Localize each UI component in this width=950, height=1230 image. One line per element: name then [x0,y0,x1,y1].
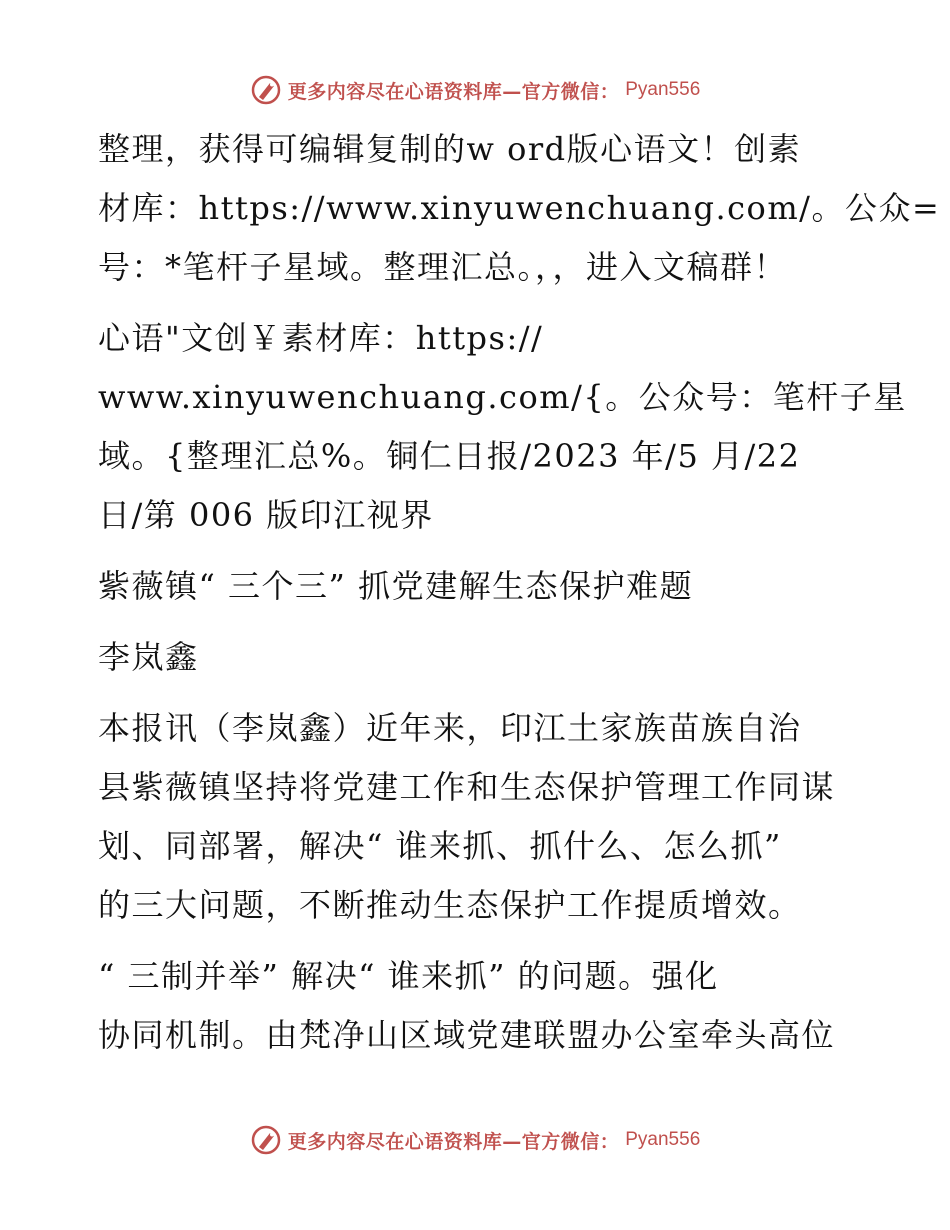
body-line: 划、同部署，解决“ 谁来抓、抓什么、怎么抓” [98,827,782,865]
watermark-text: 更多内容尽在心语资料库—官方微信： [287,80,620,103]
body-line: 日/第 006 版印江视界 [98,496,434,534]
watermark-handle: Pyan556 [625,79,701,100]
document-body [98,120,941,1065]
body-line: 协同机制。由梵净山区域党建联盟办公室牵头高位 [98,1016,836,1054]
article-author: 李岚鑫 [98,638,199,676]
body-line: www.xinyuwenchuang.com/{。公众号：笔杆子星 [98,378,907,416]
body-line: 县紫薇镇坚持将党建工作和生态保护管理工作同谋 [98,768,836,806]
watermark-brand [250,1124,701,1156]
body-line: 域。{整理汇总%。铜仁日报/2023 年/5 月/22 [98,437,801,475]
pen-logo-icon [250,1124,282,1156]
body-line: “ 三制并举” 解决“ 谁来抓” 的问题。强化 [98,957,719,995]
page-header-watermark [0,70,950,110]
body-line: 号：*笔杆子星域。整理汇总。，，进入文稿群！ [98,248,788,286]
body-line: 的三大问题，不断推动生态保护工作提质增效。 [98,886,802,924]
page-footer-watermark [0,1120,950,1160]
watermark-text: 更多内容尽在心语资料库—官方微信： [287,1130,620,1153]
pen-logo-icon [250,74,282,106]
body-line: 整理，获得可编辑复制的w ord版心语文！创素 [98,130,802,168]
watermark-brand [250,74,701,106]
body-line: 心语"文创￥素材库：https:// [98,319,544,357]
article-title: 紫薇镇“ 三个三” 抓党建解生态保护难题 [98,567,694,605]
watermark-handle: Pyan556 [625,1129,701,1150]
body-line: 本报讯（李岚鑫）近年来，印江土家族苗族自治 [98,709,802,747]
body-line: 材库：https://www.xinyuwenchuang.com/。公众= [98,189,941,227]
